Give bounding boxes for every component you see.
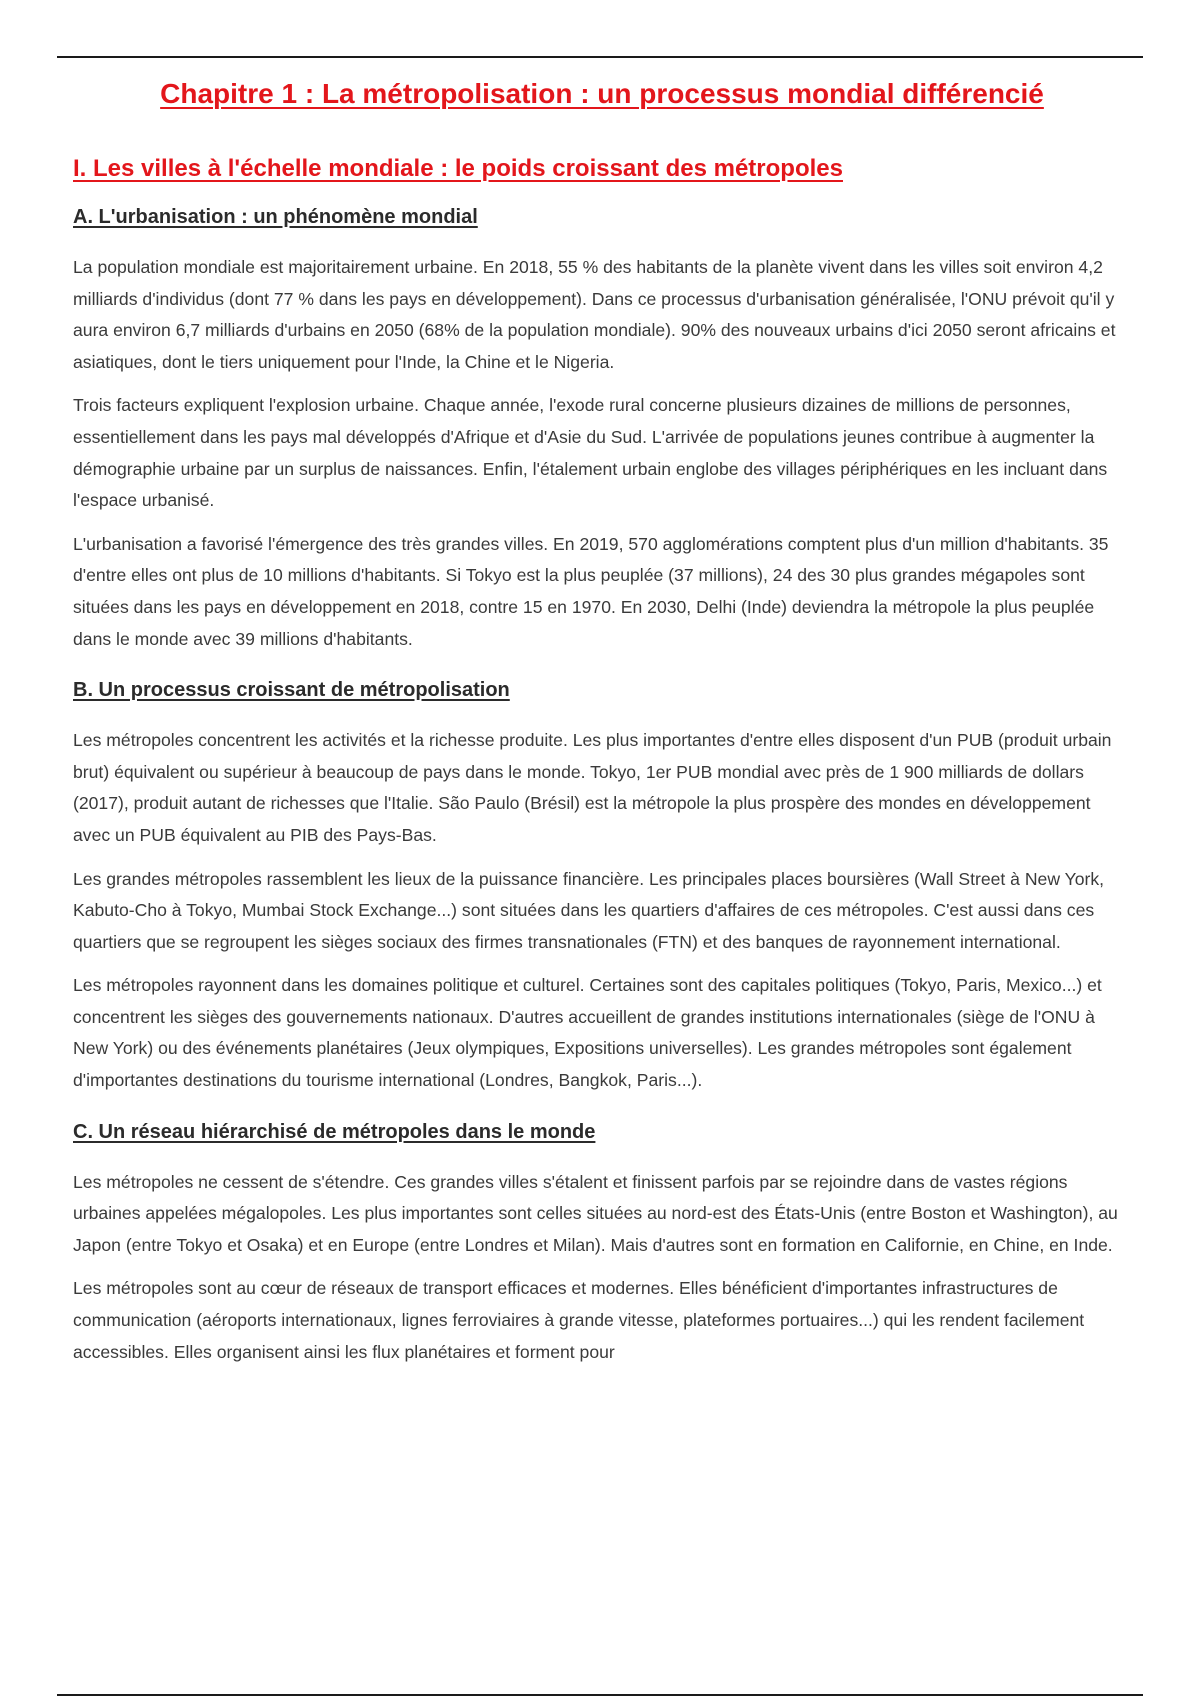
- subsection-heading-c: C. Un réseau hiérarchisé de métropoles dans le monde: [73, 1120, 596, 1143]
- paragraph-c2: Les métropoles sont au cœur de réseaux de transport efficaces et modernes. Elles bénéficient d'importantes infrastructures de communication (aéroports internationaux, lignes ferroviaires à grande vitesse, plateformes portuaires...) qui les rendent facilement accessibles. Elles organisent ainsi les flux planétaires et forment pour: [73, 1278, 1085, 1362]
- document-body: [73, 74, 1131, 1380]
- section-heading-1: I. Les villes à l'échelle mondiale : le poids croissant des métropoles: [73, 155, 843, 182]
- subsection-heading-b: B. Un processus croissant de métropolisation: [73, 679, 510, 702]
- paragraph-a2: Trois facteurs expliquent l'explosion urbaine. Chaque année, l'exode rural concerne plusieurs dizaines de millions de personnes, essentiellement dans les pays mal développés d'Afrique et d'Asie du Sud. L'arrivée de populations jeunes contribue à augmenter la démographie urbaine par un surplus de naissances. Enfin, l'étalement urbain englobe des villages périphériques en les incluant dans l'espace urbanisé.: [73, 395, 1108, 511]
- chapter-title: Chapitre 1 : La métropolisation : un processus mondial différencié: [160, 78, 1044, 109]
- paragraph-a3: L'urbanisation a favorisé l'émergence des très grandes villes. En 2019, 570 agglomérations comptent plus d'un million d'habitants. 35 d'entre elles ont plus de 10 millions d'habitants. Si Tokyo est la plus peuplée (37 millions), 24 des 30 plus grandes mégapoles sont situées dans les pays en développement en 2018, contre 15 en 1970. En 2030, Delhi (Inde) deviendra la métropole la plus peuplée dans le monde avec 39 millions d'habitants.: [73, 533, 1109, 649]
- bottom-rule: [57, 1694, 1143, 1696]
- paragraph-b1: Les métropoles concentrent les activités et la richesse produite. Les plus importantes d'entre elles disposent d'un PUB (produit urbain brut) équivalent ou supérieur à beaucoup de pays dans le monde. Tokyo, 1er PUB mondial avec près de 1 900 milliards de dollars (2017), produit autant de richesses que l'Italie. São Paulo (Brésil) est la métropole la plus prospère des mondes en développement avec un PUB équivalent au PIB des Pays-Bas.: [73, 730, 1112, 845]
- paragraph-b2: Les grandes métropoles rassemblent les lieux de la puissance financière. Les principales places boursières (Wall Street à New York, Kabuto-Cho à Tokyo, Mumbai Stock Exchange...) sont situées dans les quartiers d'affaires de ces métropoles. C'est aussi dans ces quartiers que se regroupent les sièges sociaux des firmes transnationales (FTN) et des banques de rayonnement international.: [73, 868, 1105, 952]
- top-rule: [57, 56, 1143, 58]
- subsection-heading-a: A. L'urbanisation : un phénomène mondial: [73, 206, 478, 228]
- paragraph-b3: Les métropoles rayonnent dans les domaines politique et culturel. Certaines sont des capitales politiques (Tokyo, Paris, Mexico...) et concentrent les sièges des gouvernements nationaux. D'autres accueillent de grandes institutions internationales (siège de l'ONU à New York) ou des événements planétaires (Jeux olympiques, Expositions universelles). Les grandes métropoles sont également d'importantes destinations du tourisme international (Londres, Bangkok, Paris...).: [73, 975, 1102, 1091]
- paragraph-a1: La population mondiale est majoritairement urbaine. En 2018, 55 % des habitants de la planète vivent dans les villes soit environ 4,2 milliards d'individus (dont 77 % dans les pays en développement). Dans ce processus d'urbanisation généralisée, l'ONU prévoit qu'il y aura environ 6,7 milliards d'urbains en 2050 (68% de la population mondiale). 90% des nouveaux urbains d'ici 2050 seront africains et asiatiques, dont le tiers uniquement pour l'Inde, la Chine et le Nigeria.: [73, 257, 1116, 372]
- paragraph-c1: Les métropoles ne cessent de s'étendre. Ces grandes villes s'étalent et finissent parfois par se rejoindre dans de vastes régions urbaines appelées mégalopoles. Les plus importantes sont celles situées au nord-est des États-Unis (entre Boston et Washington), au Japon (entre Tokyo et Osaka) et en Europe (entre Londres et Milan). Mais d'autres sont en formation en Californie, en Chine, en Inde.: [73, 1171, 1118, 1255]
